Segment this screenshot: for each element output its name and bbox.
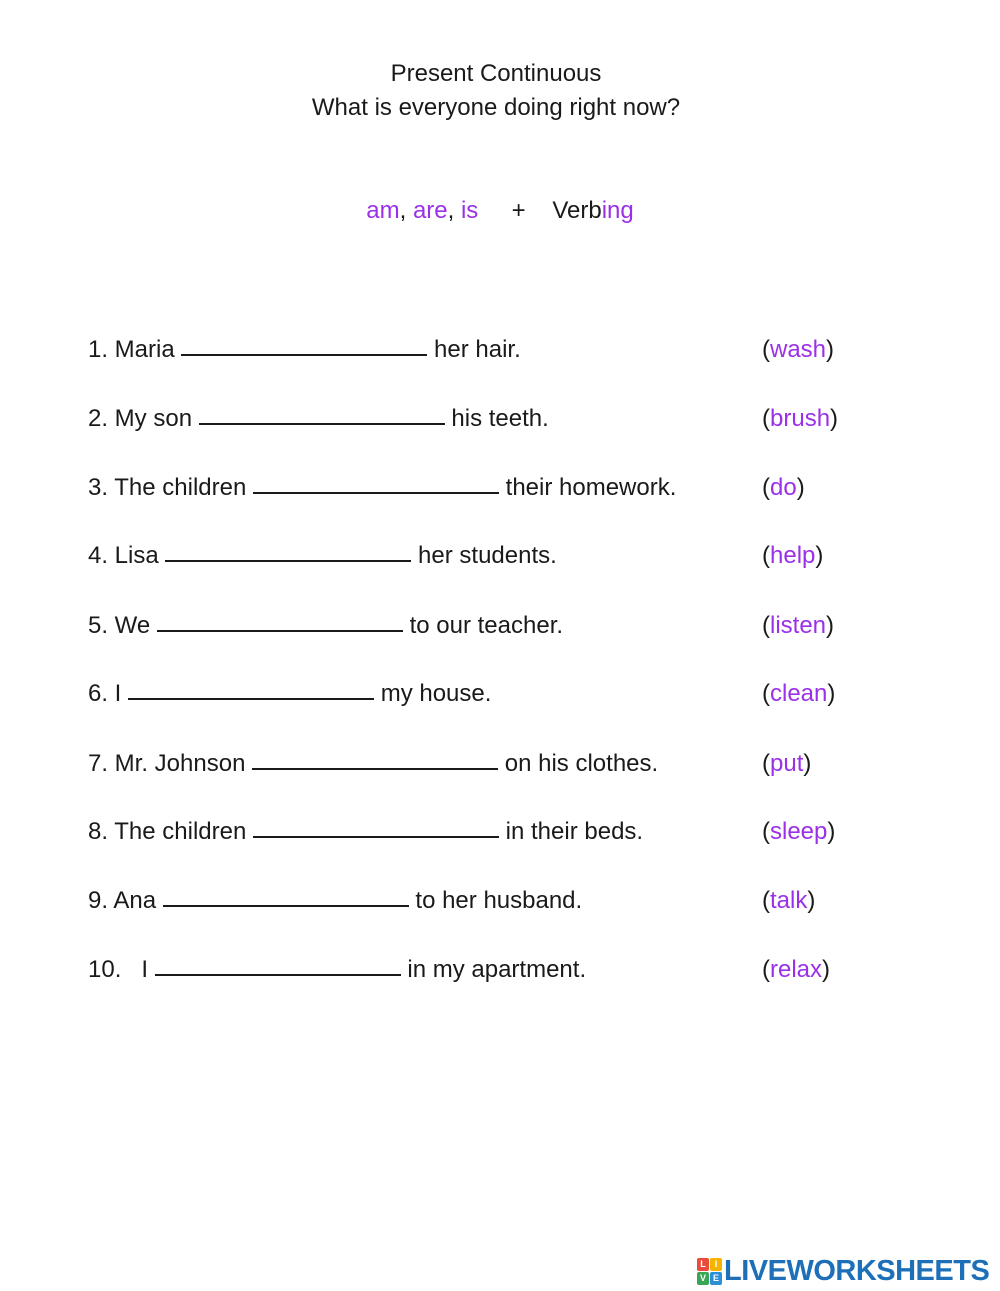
- verb-hint-word: help: [770, 542, 816, 569]
- exercise-prefix: 4. Lisa: [88, 542, 166, 569]
- exercise-item: [88, 334, 848, 366]
- exercise-prefix: 6. I: [88, 680, 129, 707]
- answer-blank[interactable]: [253, 816, 499, 838]
- formula-comma: ,: [399, 197, 413, 224]
- answer-input[interactable]: [252, 755, 498, 777]
- exercise-suffix: to her husband.: [408, 887, 583, 914]
- verb-hint: (do): [762, 474, 805, 501]
- exercise-item: [88, 472, 848, 504]
- verb-hint-word: brush: [770, 405, 831, 432]
- answer-blank[interactable]: [163, 885, 409, 907]
- verb-hint-word: clean: [770, 680, 828, 707]
- answer-input[interactable]: [163, 892, 409, 914]
- exercise-item: [88, 610, 848, 642]
- formula-comma: ,: [447, 197, 461, 224]
- page-title: Present Continuous: [390, 60, 602, 87]
- exercise-suffix: their homework.: [499, 474, 677, 501]
- exercise-item: [88, 403, 848, 435]
- exercise-prefix: 3. The children: [88, 474, 253, 501]
- exercise-item: [88, 954, 848, 986]
- verb-hint: (talk): [762, 887, 816, 914]
- answer-input[interactable]: [199, 410, 445, 432]
- exercise-prefix: 9. Ana: [88, 887, 163, 914]
- formula-plus: +: [478, 197, 553, 224]
- logo-icon-letter: I: [710, 1258, 722, 1271]
- exercise-item: [88, 748, 848, 780]
- formula-verb: Verb: [552, 197, 602, 224]
- logo-icon-letter: V: [697, 1272, 709, 1285]
- verb-hint-word: relax: [770, 956, 823, 983]
- answer-blank[interactable]: [155, 954, 401, 976]
- verb-hint: (brush): [762, 405, 839, 432]
- exercise-item: [88, 816, 848, 848]
- liveworksheets-logo: [697, 1256, 989, 1286]
- answer-blank[interactable]: [253, 472, 499, 494]
- answer-input[interactable]: [155, 961, 401, 983]
- exercise-suffix: in their beds.: [499, 818, 644, 845]
- formula-are: are: [412, 197, 448, 224]
- exercise-prefix: 8. The children: [88, 818, 253, 845]
- exercise-suffix: on his clothes.: [498, 750, 659, 777]
- answer-blank[interactable]: [128, 678, 374, 700]
- formula-am: am: [366, 197, 400, 224]
- verb-hint: (help): [762, 542, 824, 569]
- exercise-item: [88, 678, 848, 710]
- exercise-item: [88, 540, 848, 572]
- verb-hint-word: do: [770, 474, 797, 501]
- exercise-prefix: 1. Maria: [88, 336, 182, 363]
- page-subtitle: What is everyone doing right now?: [311, 94, 681, 121]
- answer-blank[interactable]: [181, 334, 427, 356]
- verb-hint-word: talk: [770, 887, 808, 914]
- exercise-suffix: my house.: [374, 680, 492, 707]
- answer-input[interactable]: [253, 479, 499, 501]
- grammar-formula: [0, 197, 1000, 225]
- logo-icon-letter: L: [697, 1258, 709, 1271]
- answer-blank[interactable]: [199, 403, 445, 425]
- exercise-suffix: in my apartment.: [400, 956, 587, 983]
- logo-text: LIVEWORKSHEETS: [724, 1254, 990, 1287]
- verb-hint: (listen): [762, 612, 835, 639]
- exercise-suffix: his teeth.: [444, 405, 549, 432]
- formula-ing-suffix: ing: [601, 197, 634, 224]
- formula-is: is: [460, 197, 479, 224]
- answer-input[interactable]: [181, 341, 427, 363]
- verb-hint: (sleep): [762, 818, 836, 845]
- verb-hint: (put): [762, 750, 812, 777]
- verb-hint-word: put: [770, 750, 804, 777]
- exercise-suffix: her students.: [411, 542, 557, 569]
- exercise-item: [88, 885, 848, 917]
- answer-input[interactable]: [253, 823, 499, 845]
- exercise-suffix: to our teacher.: [402, 612, 564, 639]
- exercise-prefix: 5. We: [88, 612, 157, 639]
- liveworksheets-logo-icon: [697, 1258, 721, 1284]
- exercise-prefix: 2. My son: [88, 405, 199, 432]
- answer-blank[interactable]: [252, 748, 498, 770]
- answer-blank[interactable]: [157, 610, 403, 632]
- verb-hint-word: wash: [770, 336, 827, 363]
- answer-input[interactable]: [157, 617, 403, 639]
- verb-hint-word: sleep: [770, 818, 828, 845]
- exercise-prefix: 7. Mr. Johnson: [88, 750, 253, 777]
- answer-blank[interactable]: [165, 540, 411, 562]
- exercise-prefix: 10. I: [88, 956, 155, 983]
- logo-icon-letter: E: [710, 1272, 722, 1285]
- verb-hint: (clean): [762, 680, 836, 707]
- verb-hint: (wash): [762, 336, 835, 363]
- verb-hint: (relax): [762, 956, 831, 983]
- answer-input[interactable]: [128, 685, 374, 707]
- verb-hint-word: listen: [770, 612, 827, 639]
- exercise-suffix: her hair.: [427, 336, 521, 363]
- answer-input[interactable]: [165, 547, 411, 569]
